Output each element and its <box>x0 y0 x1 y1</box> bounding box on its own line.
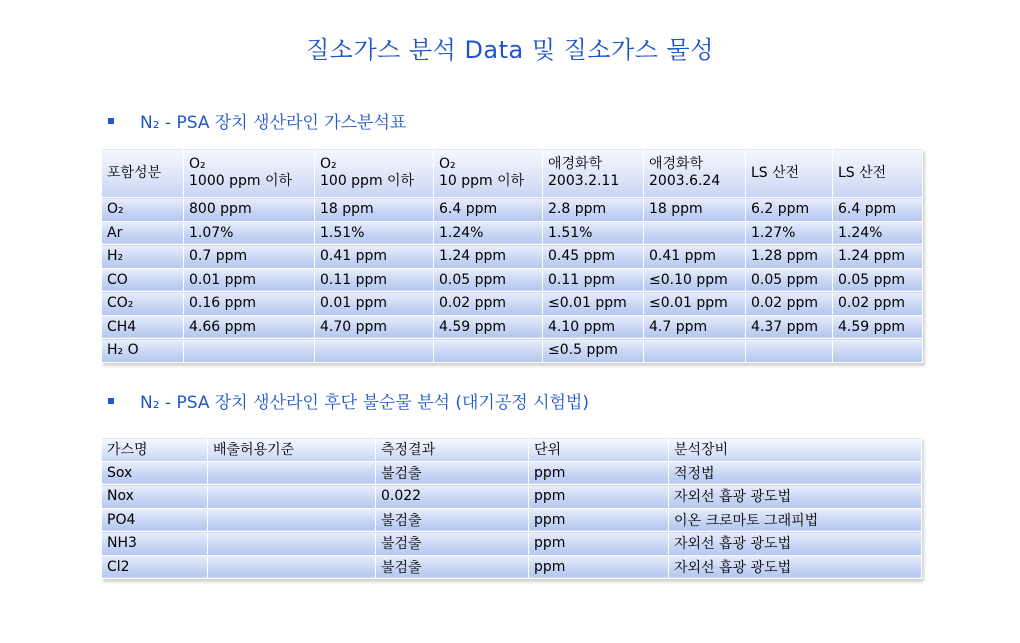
table-cell: ≤0.01 ppm <box>644 292 746 316</box>
table-cell: 4.59 ppm <box>833 315 923 339</box>
table-cell: 1.27% <box>746 221 833 245</box>
bullet-icon <box>108 398 114 404</box>
table-row <box>102 245 923 269</box>
table-cell: 1.24 ppm <box>434 245 543 269</box>
table-cell: 0.02 ppm <box>434 292 543 316</box>
table-cell: 0.05 ppm <box>746 268 833 292</box>
table-cell <box>184 339 315 363</box>
header-cell: 애경화학 2003.6.24 <box>644 149 746 198</box>
gas-analysis-table <box>101 148 923 363</box>
table-cell: CO <box>102 268 184 292</box>
table-cell: 자외선 흡광 광도법 <box>669 532 922 556</box>
table-cell: 0.02 ppm <box>746 292 833 316</box>
table-row <box>102 508 922 532</box>
table-cell: ≤0.5 ppm <box>543 339 644 363</box>
table-cell: 자외선 흡광 광도법 <box>669 555 922 579</box>
table-row <box>102 532 922 556</box>
table-cell: 0.022 <box>376 485 529 509</box>
table-cell <box>208 532 376 556</box>
table-cell: PO4 <box>102 508 208 532</box>
table-cell: 18 ppm <box>644 198 746 222</box>
bullet-icon <box>108 118 114 124</box>
table-row <box>102 198 923 222</box>
table-cell: ppm <box>529 485 669 509</box>
table-header-row <box>102 149 923 198</box>
table-cell: Nox <box>102 485 208 509</box>
table-cell: 0.7 ppm <box>184 245 315 269</box>
table-cell: 4.37 ppm <box>746 315 833 339</box>
impurity-analysis-table <box>101 437 922 579</box>
table-cell: H₂ O <box>102 339 184 363</box>
table-cell: 0.11 ppm <box>315 268 434 292</box>
table-cell <box>208 555 376 579</box>
page-title: 질소가스 분석 Data 및 질소가스 물성 <box>306 36 714 64</box>
header-cell: 포함성분 <box>102 149 184 198</box>
table-cell: 불검출 <box>376 555 529 579</box>
table-cell: 800 ppm <box>184 198 315 222</box>
header-cell: O₂ 100 ppm 이하 <box>315 149 434 198</box>
table-cell: Sox <box>102 461 208 485</box>
header-cell: 배출허용기준 <box>208 438 376 462</box>
table-cell: Ar <box>102 221 184 245</box>
table-cell: Cl2 <box>102 555 208 579</box>
table-row <box>102 268 923 292</box>
table-cell <box>315 339 434 363</box>
header-cell: 측정결과 <box>376 438 529 462</box>
table-cell: 4.59 ppm <box>434 315 543 339</box>
table-cell: 1.24% <box>833 221 923 245</box>
table-cell: 4.7 ppm <box>644 315 746 339</box>
table-cell: 0.05 ppm <box>833 268 923 292</box>
table-row <box>102 555 922 579</box>
table-cell: NH3 <box>102 532 208 556</box>
table-cell <box>833 339 923 363</box>
table-cell: 1.28 ppm <box>746 245 833 269</box>
table-cell <box>208 508 376 532</box>
table-cell: 1.07% <box>184 221 315 245</box>
table-header-row <box>102 438 922 462</box>
section-heading-gas-analysis <box>108 108 406 133</box>
table-row <box>102 315 923 339</box>
table-cell: 4.70 ppm <box>315 315 434 339</box>
table-cell: ppm <box>529 461 669 485</box>
header-cell: LS 산전 <box>746 149 833 198</box>
table-cell: ≤0.10 ppm <box>644 268 746 292</box>
table-cell: 적정법 <box>669 461 922 485</box>
table-cell: 이온 크로마토 그래피법 <box>669 508 922 532</box>
table-cell: 0.16 ppm <box>184 292 315 316</box>
table-cell <box>434 339 543 363</box>
table-cell: CH4 <box>102 315 184 339</box>
header-cell: LS 산전 <box>833 149 923 198</box>
table-cell: 6.2 ppm <box>746 198 833 222</box>
table-cell: 0.01 ppm <box>184 268 315 292</box>
header-cell: 가스명 <box>102 438 208 462</box>
table-cell: 1.24 ppm <box>833 245 923 269</box>
table-cell: 1.51% <box>543 221 644 245</box>
table-cell <box>208 485 376 509</box>
header-cell: O₂ 10 ppm 이하 <box>434 149 543 198</box>
section-heading-label: N₂ - PSA 장치 생산라인 후단 불순물 분석 (대기공정 시험법) <box>140 393 589 413</box>
table-cell: 1.51% <box>315 221 434 245</box>
table-row <box>102 339 923 363</box>
table-row <box>102 221 923 245</box>
table-cell: 1.24% <box>434 221 543 245</box>
table-cell: 자외선 흡광 광도법 <box>669 485 922 509</box>
table-cell <box>208 461 376 485</box>
table-cell: 불검출 <box>376 461 529 485</box>
table-cell: 불검출 <box>376 508 529 532</box>
table-cell <box>644 339 746 363</box>
table-cell: 0.05 ppm <box>434 268 543 292</box>
header-cell: 단위 <box>529 438 669 462</box>
table-cell: 2.8 ppm <box>543 198 644 222</box>
table-cell: ppm <box>529 532 669 556</box>
table-cell: 6.4 ppm <box>434 198 543 222</box>
table-cell: 0.41 ppm <box>644 245 746 269</box>
header-cell: O₂ 1000 ppm 이하 <box>184 149 315 198</box>
table-row <box>102 485 922 509</box>
table-cell <box>644 221 746 245</box>
table-cell: 18 ppm <box>315 198 434 222</box>
table-cell: 6.4 ppm <box>833 198 923 222</box>
table-cell: 0.02 ppm <box>833 292 923 316</box>
table-cell: 0.11 ppm <box>543 268 644 292</box>
table-cell: ppm <box>529 508 669 532</box>
table-cell: 4.10 ppm <box>543 315 644 339</box>
table-cell: ≤0.01 ppm <box>543 292 644 316</box>
table-cell: 4.66 ppm <box>184 315 315 339</box>
header-cell: 분석장비 <box>669 438 922 462</box>
table-cell: CO₂ <box>102 292 184 316</box>
section-heading-impurity-analysis <box>108 388 589 413</box>
table-cell: 0.01 ppm <box>315 292 434 316</box>
table-cell: O₂ <box>102 198 184 222</box>
table-cell: 불검출 <box>376 532 529 556</box>
table-row <box>102 292 923 316</box>
table-cell <box>746 339 833 363</box>
table-row <box>102 461 922 485</box>
section-heading-label: N₂ - PSA 장치 생산라인 가스분석표 <box>140 113 407 133</box>
table-cell: 0.41 ppm <box>315 245 434 269</box>
header-cell: 애경화학 2003.2.11 <box>543 149 644 198</box>
table-cell: H₂ <box>102 245 184 269</box>
table-cell: 0.45 ppm <box>543 245 644 269</box>
table-cell: ppm <box>529 555 669 579</box>
